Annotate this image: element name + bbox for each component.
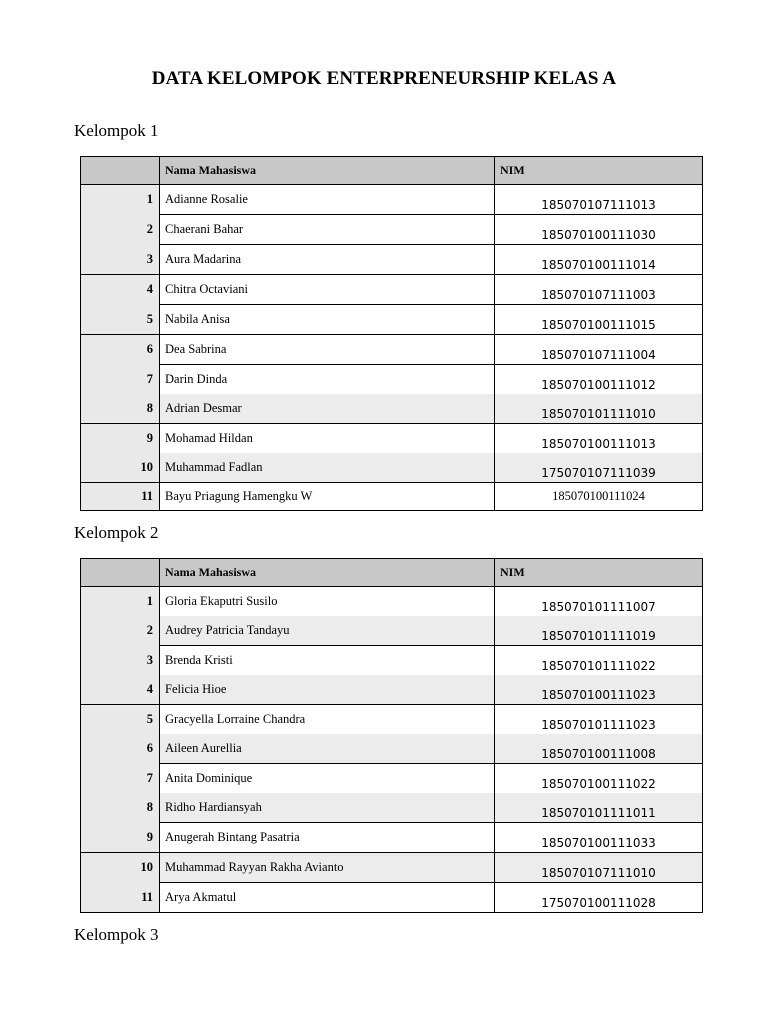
table-row xyxy=(81,483,703,511)
student-name: Brenda Kristi xyxy=(160,646,495,676)
student-nim: 185070100111022 xyxy=(495,764,703,794)
row-number: 3 xyxy=(81,245,160,275)
student-nim: 185070100111013 xyxy=(495,424,703,454)
student-nim: 185070101111011 xyxy=(495,793,703,823)
row-number: 9 xyxy=(81,424,160,454)
row-number: 10 xyxy=(81,453,160,483)
student-name: Adianne Rosalie xyxy=(160,185,495,215)
student-nim: 185070100111030 xyxy=(495,215,703,245)
table-row xyxy=(81,823,703,853)
group-heading-2: Kelompok 2 xyxy=(74,523,159,542)
student-name: Gracyella Lorraine Chandra xyxy=(160,705,495,735)
row-number: 8 xyxy=(81,793,160,823)
student-nim: 185070101111019 xyxy=(495,616,703,646)
table-row xyxy=(81,394,703,424)
student-name: Muhammad Fadlan xyxy=(160,453,495,483)
student-name: Chaerani Bahar xyxy=(160,215,495,245)
student-name: Dea Sabrina xyxy=(160,335,495,365)
student-name: Anita Dominique xyxy=(160,764,495,794)
name-column-header: Nama Mahasiswa xyxy=(160,157,495,185)
student-nim: 185070107111003 xyxy=(495,275,703,305)
nim-column-header: NIM xyxy=(495,559,703,587)
row-number: 8 xyxy=(81,394,160,424)
row-number: 1 xyxy=(81,587,160,617)
student-nim: 185070101111022 xyxy=(495,646,703,676)
table-row xyxy=(81,587,703,617)
name-column-header: Nama Mahasiswa xyxy=(160,559,495,587)
row-number: 10 xyxy=(81,853,160,883)
row-number: 5 xyxy=(81,305,160,335)
student-nim: 185070100111033 xyxy=(495,823,703,853)
table-row xyxy=(81,705,703,735)
table-row xyxy=(81,793,703,823)
group-heading-3: Kelompok 3 xyxy=(74,925,159,944)
table-row xyxy=(81,453,703,483)
row-number: 7 xyxy=(81,764,160,794)
table-header-row xyxy=(81,559,703,587)
table-row xyxy=(81,424,703,454)
table-row xyxy=(81,275,703,305)
student-nim: 185070100111024 xyxy=(495,483,703,511)
number-column-header xyxy=(81,157,160,185)
student-nim: 185070101111023 xyxy=(495,705,703,735)
nim-column-header: NIM xyxy=(495,157,703,185)
student-name: Aileen Aurellia xyxy=(160,734,495,764)
table-row xyxy=(81,764,703,794)
row-number: 11 xyxy=(81,483,160,511)
table-row xyxy=(81,734,703,764)
student-name: Bayu Priagung Hamengku W xyxy=(160,483,495,511)
table-row xyxy=(81,616,703,646)
student-name: Arya Akmatul xyxy=(160,883,495,913)
row-number: 9 xyxy=(81,823,160,853)
table-row xyxy=(81,853,703,883)
table-row xyxy=(81,365,703,395)
table-row xyxy=(81,245,703,275)
student-nim: 185070100111023 xyxy=(495,675,703,705)
student-name: Muhammad Rayyan Rakha Avianto xyxy=(160,853,495,883)
student-nim: 185070101111010 xyxy=(495,394,703,424)
student-name: Audrey Patricia Tandayu xyxy=(160,616,495,646)
table-row xyxy=(81,335,703,365)
student-nim: 185070107111004 xyxy=(495,335,703,365)
row-number: 7 xyxy=(81,365,160,395)
table-row xyxy=(81,185,703,215)
student-nim: 185070100111015 xyxy=(495,305,703,335)
row-number: 2 xyxy=(81,616,160,646)
document-title: DATA KELOMPOK ENTERPRENEURSHIP KELAS A xyxy=(151,68,617,89)
student-nim: 185070100111012 xyxy=(495,365,703,395)
student-name: Ridho Hardiansyah xyxy=(160,793,495,823)
row-number: 11 xyxy=(81,883,160,913)
row-number: 2 xyxy=(81,215,160,245)
row-number: 6 xyxy=(81,734,160,764)
row-number: 3 xyxy=(81,646,160,676)
student-name: Chitra Octaviani xyxy=(160,275,495,305)
student-name: Darin Dinda xyxy=(160,365,495,395)
group-heading-1: Kelompok 1 xyxy=(74,121,159,140)
student-name: Anugerah Bintang Pasatria xyxy=(160,823,495,853)
student-nim: 185070100111014 xyxy=(495,245,703,275)
student-name: Felicia Hioe xyxy=(160,675,495,705)
student-nim: 185070107111010 xyxy=(495,853,703,883)
student-name: Mohamad Hildan xyxy=(160,424,495,454)
student-name: Aura Madarina xyxy=(160,245,495,275)
student-name: Nabila Anisa xyxy=(160,305,495,335)
table-row xyxy=(81,215,703,245)
student-name: Adrian Desmar xyxy=(160,394,495,424)
student-nim: 185070101111007 xyxy=(495,587,703,617)
number-column-header xyxy=(81,559,160,587)
row-number: 1 xyxy=(81,185,160,215)
table-header-row xyxy=(81,157,703,185)
student-name: Gloria Ekaputri Susilo xyxy=(160,587,495,617)
group-2-table xyxy=(80,558,703,913)
student-nim: 175070100111028 xyxy=(495,883,703,913)
table-row xyxy=(81,675,703,705)
table-row xyxy=(81,883,703,913)
table-row xyxy=(81,305,703,335)
student-nim: 175070107111039 xyxy=(495,453,703,483)
student-nim: 185070100111008 xyxy=(495,734,703,764)
row-number: 6 xyxy=(81,335,160,365)
row-number: 4 xyxy=(81,275,160,305)
table-row xyxy=(81,646,703,676)
row-number: 5 xyxy=(81,705,160,735)
student-nim: 185070107111013 xyxy=(495,185,703,215)
row-number: 4 xyxy=(81,675,160,705)
group-1-table xyxy=(80,156,703,511)
